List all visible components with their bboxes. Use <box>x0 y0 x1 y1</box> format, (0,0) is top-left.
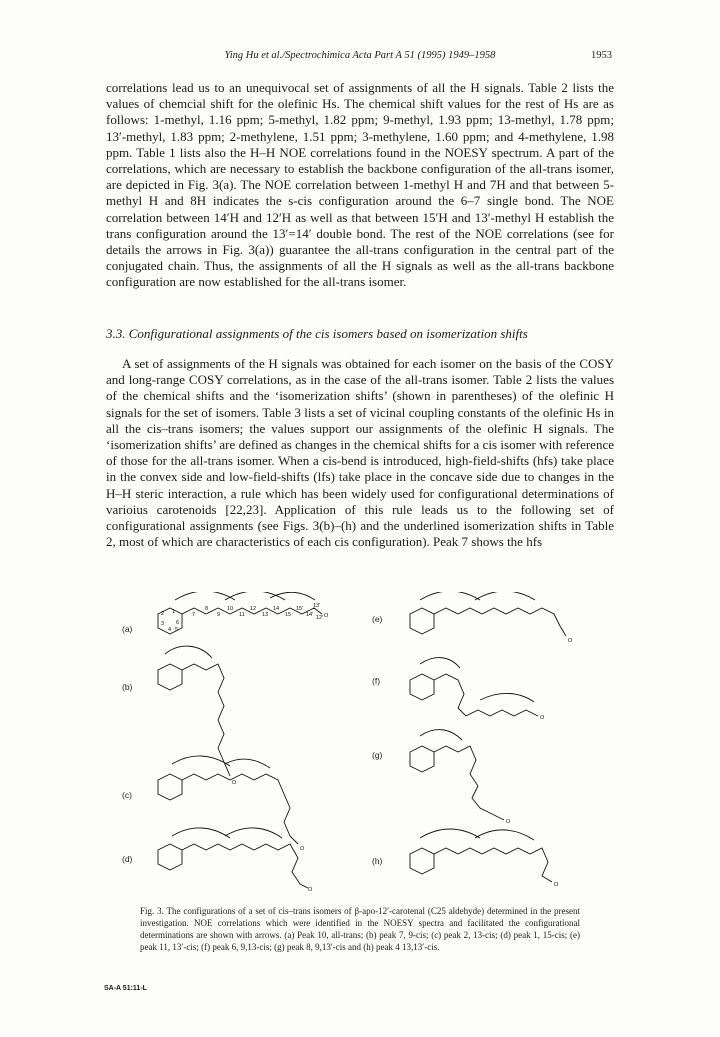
journal-citation: Ying Hu et al./Spectrochimica Acta Part A 51 (1995) 1949–1958 <box>224 50 496 61</box>
atom-label-4: 4 <box>168 627 172 633</box>
structure-f-9-13-cis <box>410 658 538 716</box>
atom-label-8: 8 <box>205 606 209 612</box>
oxygen-label-e: O <box>568 638 573 644</box>
running-header <box>108 50 612 66</box>
panel-label-e: (e) <box>372 614 383 624</box>
atom-label-14: 14 <box>273 606 280 612</box>
structure-d-15-cis <box>158 828 308 888</box>
panel-label-g: (g) <box>372 750 383 760</box>
atom-label-1: 1 <box>172 609 176 615</box>
atom-label-3: 3 <box>161 621 165 627</box>
structure-c-13-cis <box>158 756 298 844</box>
isomer-structures <box>120 592 600 892</box>
oxygen-label-b: O <box>232 780 237 786</box>
atom-label-15prime: 15′ <box>296 606 304 612</box>
atom-label-11: 11 <box>239 612 245 618</box>
panel-label-h: (h) <box>372 856 383 866</box>
panel-label-a: (a) <box>122 624 133 634</box>
atom-label-14prime: 14′ <box>306 612 314 618</box>
structure-e-13prime-cis <box>410 592 566 636</box>
oxygen-label-f: O <box>540 715 545 721</box>
oxygen-label-h: O <box>554 882 559 888</box>
panel-label-d: (d) <box>122 854 133 864</box>
oxygen-label-g: O <box>506 819 511 825</box>
structure-g-9-13prime-cis <box>410 730 504 820</box>
page-number: 1953 <box>591 50 612 61</box>
atom-label-5: 5 <box>175 627 179 633</box>
atom-label-13: 13 <box>262 612 269 618</box>
paragraph-isomerization: A set of assignments of the H signals was obtained for each isomer on the basis of the COSY and long-range COSY correlations, as in the case of the all-trans isomer. Table 2 lists the values of the chemical shifts and the ‘isomerization shifts’ (shown in parentheses) of the olefinic H signals for the set of isomers. Table 3 lists a set of vicinal coupling constants of the olefinic Hs in all the cis–trans isomers; the values support our assignments of the olefinic H signals. The ‘isomerization shifts’ are defined as changes in the chemical shifts for a cis isomer with reference of those for the all-trans isomer. When a cis-bend is introduced, high-field-shifts (hfs) take place in the convex side and low-field-shifts (lfs) take place in the concave side due to changes in the H–H steric interaction, a rule which has been widely used for configurational determinations of varioius carotenoids [22,23]. Application of this rule leads us to the following set of configurational assignments (see Figs. 3(b)–(h) and the underlined isomerization shifts in Table 2, most of which are characteristics of each cis configuration). Peak 7 shows the hfs <box>106 356 614 550</box>
atom-label-15: 15 <box>285 612 292 618</box>
atom-label-7: 7 <box>192 612 196 618</box>
panel-label-c: (c) <box>122 790 132 800</box>
atom-label-10: 10 <box>227 606 234 612</box>
atom-label-12prime: 12′ <box>316 615 324 621</box>
atom-label-13prime: 13′ <box>313 603 321 609</box>
atom-label-6: 6 <box>176 620 180 626</box>
section-heading: 3.3. Configurational assignments of the cis isomers based on isomerization shifts <box>106 326 528 341</box>
oxygen-label-d: O <box>308 887 313 892</box>
atom-label-9: 9 <box>217 612 221 618</box>
panel-label-f: (f) <box>372 676 381 686</box>
figure-3 <box>120 592 600 892</box>
paragraph-assignments: correlations lead us to an unequivocal set of assignments of all the H signals. Table 2 lists the values of chemcial shift for the olefinic Hs. The chemical shift values for the rest of Hs are as follows: 1-methyl, 1.16 ppm; 5-methyl, 1.82 ppm; 9-methyl, 1.93 ppm; 13-methyl, 1.78 ppm; 13′-methyl, 1.83 ppm; 2-methylene, 1.51 ppm; 3-methylene, 1.60 ppm; and 4-methylene, 1.98 ppm. Table 1 lists also the H–H NOE correlations found in the NOESY spectrum. A part of the correlations, which are necessary to establish the backbone configuration of the all-trans isomer, are depicted in Fig. 3(a). The NOE correlation between 1-methyl H and 7H and that between 5-methyl H and 8H indicates the s-cis configuration around the 6–7 single bond. The NOE correlation between 14′H and 12′H as well as that between 15′H and 13′-methyl H establish the trans configuration around the 13′=14′ double bond. The rest of the NOE correlations (see for details the arrows in Fig. 3(a)) guarantee the all-trans configuration in the central part of the conjugated chain. Thus, the assignments of all the H signals as well as the all-trans backbone configuration are now established for the all-trans isomer. <box>106 80 614 290</box>
page-footer-code: SA-A 51:11-L <box>104 985 147 992</box>
oxygen-label-c: O <box>300 846 305 852</box>
structure-h-13-13prime-cis <box>410 829 552 882</box>
figure-caption: Fig. 3. The configurations of a set of cis–trans isomers of β-apo-12′-carotenal (C25 aldehyde) determined in the present investigation. NOE correlations which were identified in the NOESY spectra and facilitated the configurational determinations are shown with arrows. (a) Peak 10, all-trans; (b) peak 7, 9-cis; (c) peak 2, 13-cis; (d) peak 1, 15-cis; (e) peak 11, 13′-cis; (f) peak 6, 9,13-cis; (g) peak 8, 9,13′-cis and (h) peak 4 13,13′-cis. <box>140 906 580 952</box>
atom-label-12: 12 <box>250 606 257 612</box>
oxygen-label-a: O <box>324 613 329 619</box>
panel-label-b: (b) <box>122 682 133 692</box>
atom-label-2: 2 <box>161 611 165 617</box>
